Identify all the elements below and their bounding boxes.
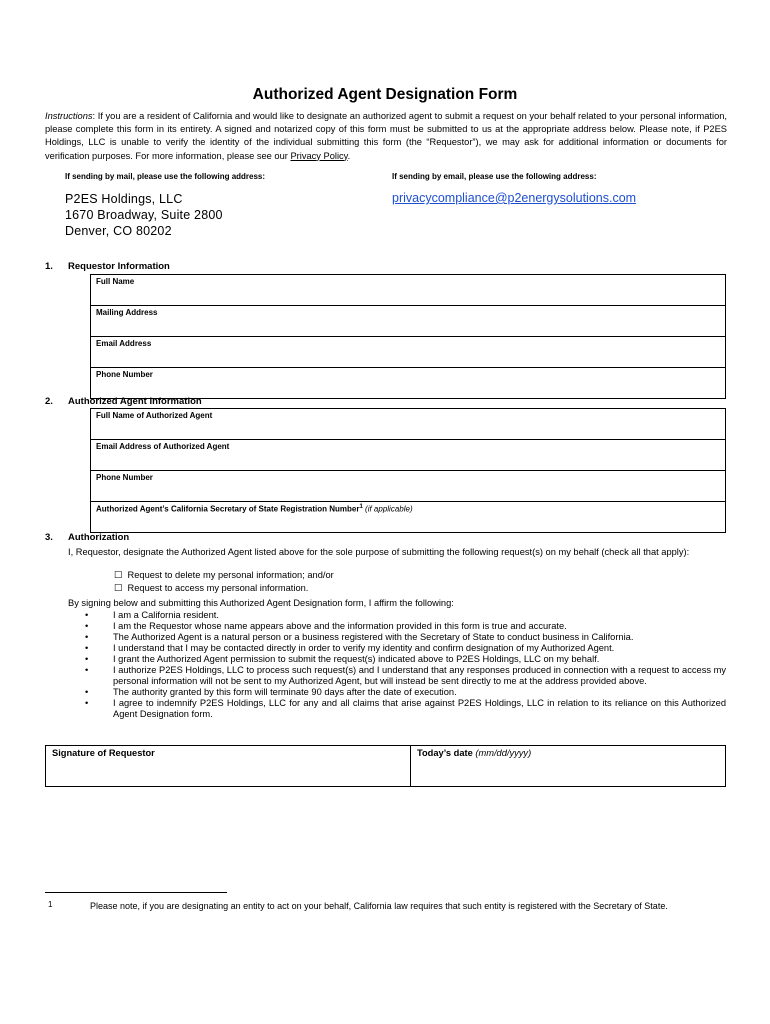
section-1-number: 1. <box>45 261 53 272</box>
bullet-icon: • <box>85 654 89 664</box>
section-3-number: 3. <box>45 532 53 543</box>
registration-footnote-ref: 1 <box>359 504 363 510</box>
signature-label: Signature of Requestor <box>52 748 155 758</box>
privacy-email-link[interactable]: privacycompliance@p2energysolutions.com <box>392 191 637 205</box>
list-item: • The Authorized Agent is a natural person or a business registered with the Secretary of State to conduct business in California. <box>85 632 634 642</box>
bullet-icon: • <box>85 698 89 708</box>
instructions-end: . <box>347 150 351 161</box>
mail-address-line-2: 1670 Broadway, Suite 2800 <box>65 208 223 222</box>
instructions-text: : If you are a resident of California and would like to designate an authorized agent to submit a request on your behalf related to your personal information, please complete this form in its entirety. A signed and notarized copy of this form must be submitted to us at the appropriate address below. Please note, if P2ES Holdings, LLC is unable to verify the identity of the individual submitting this form (the “Requestor”), we may ask for additional information or documents for verification purposes. For more information, please see our <box>45 111 727 161</box>
section-1-title: Requestor Information <box>68 261 170 272</box>
affirmation-intro: By signing below and submitting this Authorized Agent Designation form, I affirm the following: <box>68 598 454 608</box>
mailing-address-block <box>65 191 223 239</box>
list-item: • I grant the Authorized Agent permission to submit the request(s) indicated above to P2ES Holdings, LLC on my behalf. <box>85 654 600 664</box>
instructions-paragraph <box>45 110 727 163</box>
access-request-label: Request to access my personal information. <box>127 583 309 593</box>
registration-label: Authorized Agent’s California Secretary of State Registration Number <box>96 504 360 514</box>
bullet-icon: • <box>85 610 89 620</box>
authorization-intro: I, Requestor, designate the Authorized Agent listed above for the sole purpose of submitting the following request(s) on my behalf (check all that apply): <box>68 547 690 557</box>
affirmation-list <box>85 610 726 720</box>
page-title: Authorized Agent Designation Form <box>252 86 518 103</box>
section-2-number: 2. <box>45 396 53 407</box>
mail-address-line-3: Denver, CO 80202 <box>65 224 172 238</box>
bullet-icon: • <box>85 632 89 642</box>
signature-table <box>45 745 726 787</box>
checkbox-icon[interactable]: ☐ <box>114 583 123 593</box>
list-item: • The authority granted by this form will terminate 90 days after the date of execution. <box>85 687 457 697</box>
delete-request-label: Request to delete my personal information; and/or <box>127 570 334 580</box>
agent-phone-field[interactable]: Phone Number <box>91 471 726 502</box>
section-3-title: Authorization <box>68 532 130 543</box>
footnote-text: Please note, if you are designating an entity to act on your behalf, California law requires that such entity is registered with the Secretary of State. <box>90 901 668 911</box>
requestor-email-field[interactable]: Email Address <box>91 337 726 368</box>
list-item: • I agree to indemnify P2ES Holdings, LLC for any and all claims that arise against P2ES Holdings, LLC in relation to its reliance on this Authorized Agent Designation form. <box>85 698 726 719</box>
agent-registration-number-field[interactable] <box>91 502 726 533</box>
agent-email-field[interactable]: Email Address of Authorized Agent <box>91 440 726 471</box>
delete-request-option[interactable] <box>114 570 334 581</box>
mail-address-line-1: P2ES Holdings, LLC <box>65 192 183 206</box>
list-item: • I understand that I may be contacted directly in order to verify my identity and confirm designation of my Authorized Agent. <box>85 643 615 653</box>
bullet-icon: • <box>85 687 89 697</box>
list-item: • I authorize P2ES Holdings, LLC to process such request(s) and I understand that any responses produced in connection with a request to access my personal information will not be sent to my Authorized Agent, but will instead be sent directly to me at the address provided above. <box>85 665 726 686</box>
requestor-mailing-address-field[interactable]: Mailing Address <box>91 306 726 337</box>
bullet-icon: • <box>85 665 89 675</box>
date-format: (mm/dd/yyyy) <box>475 748 532 758</box>
agent-info-table <box>90 408 726 533</box>
section-2-title: Authorized Agent Information <box>68 396 202 407</box>
requestor-full-name-field[interactable]: Full Name <box>91 275 726 306</box>
bullet-icon: • <box>85 643 89 653</box>
checkbox-icon[interactable]: ☐ <box>114 570 123 580</box>
privacy-policy-link[interactable]: Privacy Policy <box>290 150 348 161</box>
requestor-info-table <box>90 274 726 399</box>
requestor-phone-field[interactable]: Phone Number <box>91 368 726 399</box>
email-address-header: If sending by email, please use the following address: <box>392 172 597 181</box>
footnote-separator <box>45 892 227 893</box>
date-field[interactable] <box>411 746 726 787</box>
date-label: Today’s date <box>417 748 473 758</box>
mail-address-header: If sending by mail, please use the following address: <box>65 172 266 181</box>
list-item: • I am the Requestor whose name appears above and the information provided in this form is true and accurate. <box>85 621 567 631</box>
access-request-option[interactable] <box>114 583 308 594</box>
signature-field[interactable] <box>46 746 411 787</box>
list-item: • I am a California resident. <box>85 610 219 620</box>
agent-full-name-field[interactable]: Full Name of Authorized Agent <box>91 409 726 440</box>
instructions-label: Instructions <box>45 111 93 121</box>
registration-note: (if applicable) <box>365 504 413 514</box>
footnote-mark: 1 <box>48 900 53 909</box>
bullet-icon: • <box>85 621 89 631</box>
